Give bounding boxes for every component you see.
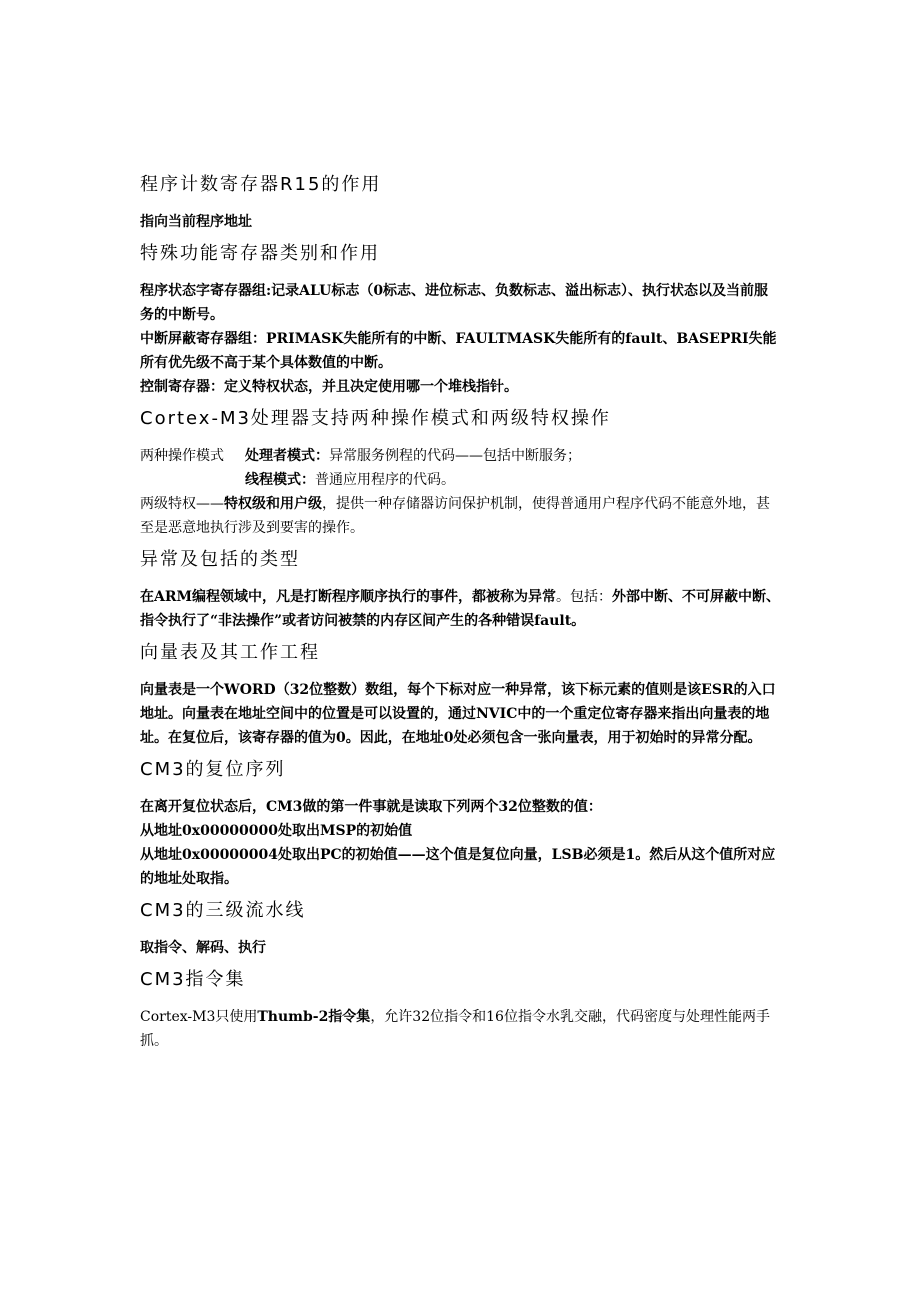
paragraph-reset-msp: 从地址0x00000000处取出MSP的初始值 <box>140 823 413 839</box>
document-page <box>140 172 780 1060</box>
paragraph-control-register: 控制寄存器：定义特权状态，并且决定使用哪一个堆栈指针。 <box>140 379 518 395</box>
privilege-lead: 两级特权—— <box>140 496 224 512</box>
heading-vector-table: 向量表及其工作工程 <box>140 642 320 663</box>
paragraph-thread-mode <box>140 468 780 492</box>
paragraph-pipeline: 取指令、解码、执行 <box>140 940 266 956</box>
heading-special-registers: 特殊功能寄存器类别和作用 <box>140 243 380 264</box>
isa-post: ，允许32位指令和16位指令水乳交融，代码密度与处理性能两手抓。 <box>140 1009 770 1049</box>
paragraph-exceptions <box>140 585 780 633</box>
isa-thumb2: Thumb-2指令集 <box>257 1009 371 1025</box>
paragraph-reset-pc: 从地址0x00000004处取出PC的初始值——这个值是复位向量，LSB必须是1。然后从这个值所对应的地址处取指。 <box>140 847 776 887</box>
heading-pipeline: CM3的三级流水线 <box>140 900 306 921</box>
paragraph-handler-mode <box>140 444 780 468</box>
thread-mode-label: 线程模式： <box>245 472 315 488</box>
paragraph-interrupt-mask: 中断屏蔽寄存器组：PRIMASK失能所有的中断、FAULTMASK失能所有的fault、BASEPRI失能所有优先级不高于某个具体数值的中断。 <box>140 331 777 371</box>
privilege-text: ，提供一种存储器访问保护机制，使得普通用户程序代码不能意外地，甚至是恶意地执行涉及到要害的操作。 <box>140 496 770 536</box>
heading-instruction-set: CM3指令集 <box>140 969 246 990</box>
paragraph-reset-intro: 在离开复位状态后，CM3做的第一件事就是读取下列两个32位整数的值： <box>140 799 602 815</box>
isa-pre: Cortex-M3只使用 <box>140 1009 258 1025</box>
exception-types: 外部中断、不可屏蔽中断、指令执行了“非法操作”或者访问被禁的内存区间产生的各种错误fault。 <box>140 589 780 629</box>
exception-includes: 。包括： <box>556 589 612 605</box>
paragraph-pc-register: 指向当前程序地址 <box>140 214 252 230</box>
thread-mode-text: 普通应用程序的代码。 <box>315 472 455 488</box>
exception-definition: 在ARM编程领域中，凡是打断程序顺序执行的事件，都被称为异常 <box>140 589 556 605</box>
handler-mode-text: 异常服务例程的代码——包括中断服务； <box>329 448 581 464</box>
modes-lead: 两种操作模式 <box>140 448 224 464</box>
heading-operation-modes: Cortex-M3处理器支持两种操作模式和两级特权操作 <box>140 408 611 429</box>
heading-reset-sequence: CM3的复位序列 <box>140 759 286 780</box>
handler-mode-label: 处理者模式： <box>245 448 329 464</box>
paragraph-vector-table: 向量表是一个WORD（32位整数）数组，每个下标对应一种异常，该下标元素的值则是该ESR的入口地址。向量表在地址空间中的位置是可以设置的，通过NVIC中的一个重定位寄存器来指出向量表的地址。在复位后，该寄存器的值为0。因此，在地址0处必须包含一张向量表，用于初始时的异常分配。 <box>140 682 776 746</box>
privilege-levels: 特权级和用户级 <box>224 496 322 512</box>
paragraph-psr: 程序状态字寄存器组:记录ALU标志（0标志、进位标志、负数标志、溢出标志）、执行状态以及当前服务的中断号。 <box>140 283 769 323</box>
heading-pc-register: 程序计数寄存器R15的作用 <box>140 174 382 195</box>
paragraph-instruction-set <box>140 1005 780 1053</box>
paragraph-privilege <box>140 492 780 540</box>
heading-exceptions: 异常及包括的类型 <box>140 549 300 570</box>
